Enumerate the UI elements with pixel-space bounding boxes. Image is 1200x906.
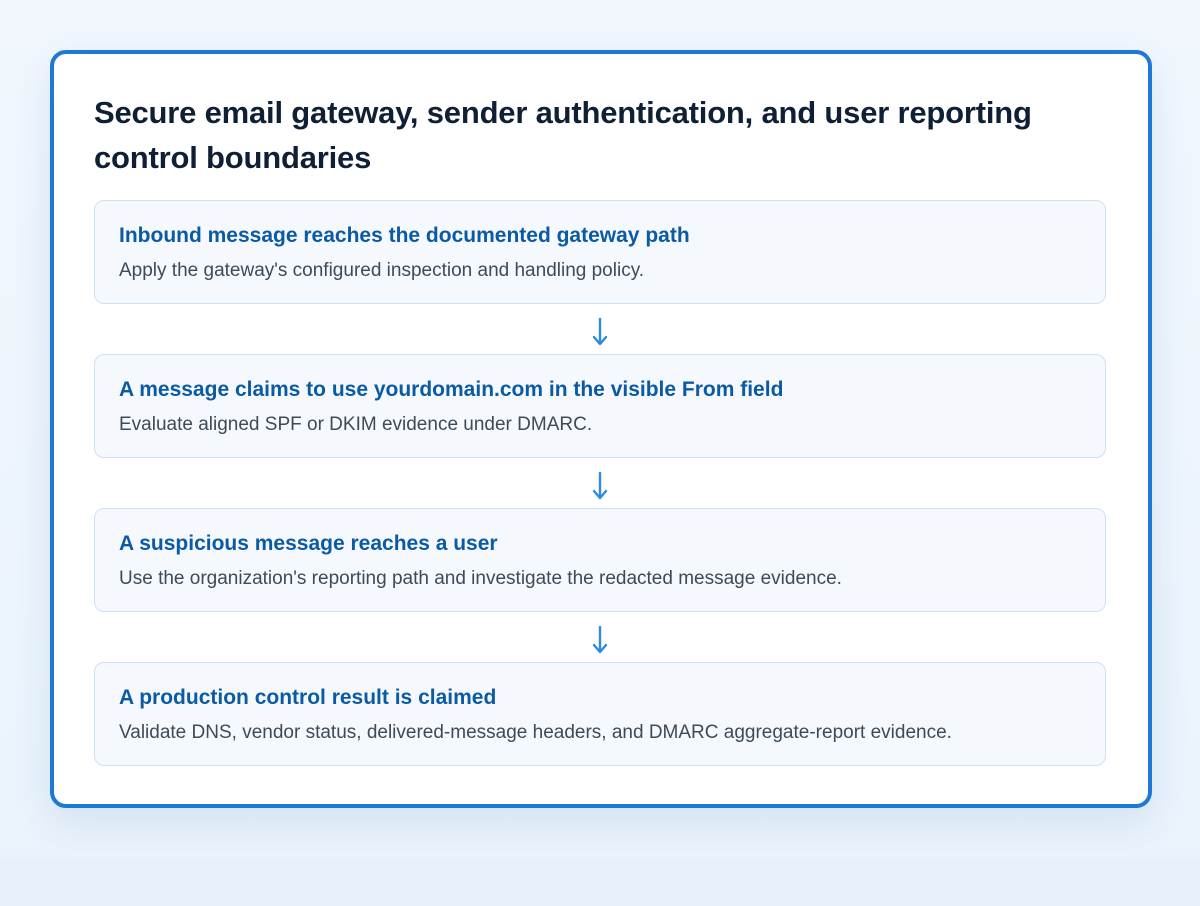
down-arrow-icon (590, 317, 610, 347)
down-arrow-icon (590, 471, 610, 501)
diagram-title: Secure email gateway, sender authentication, and user reporting control boundaries (94, 95, 1032, 175)
flow-step-production-validation (94, 662, 1106, 766)
down-arrow-icon (590, 625, 610, 655)
diagram-card (50, 50, 1152, 808)
step-description: Evaluate aligned SPF or DKIM evidence under DMARC. (119, 414, 593, 435)
step-description: Apply the gateway's configured inspection and handling policy. (119, 260, 645, 281)
step-heading: A suspicious message reaches a user (119, 532, 498, 555)
step-description: Validate DNS, vendor status, delivered-message headers, and DMARC aggregate-report evidence. (119, 722, 952, 743)
step-heading: Inbound message reaches the documented gateway path (119, 224, 690, 247)
flow-step-gateway (94, 200, 1106, 304)
flow-step-user-reporting (94, 508, 1106, 612)
step-description: Use the organization's reporting path and investigate the redacted message evidence. (119, 568, 842, 589)
step-heading: A message claims to use yourdomain.com in the visible From field (119, 378, 784, 401)
flow-step-sender-authentication (94, 354, 1106, 458)
page-footer-band (0, 858, 1200, 906)
step-heading: A production control result is claimed (119, 686, 497, 709)
